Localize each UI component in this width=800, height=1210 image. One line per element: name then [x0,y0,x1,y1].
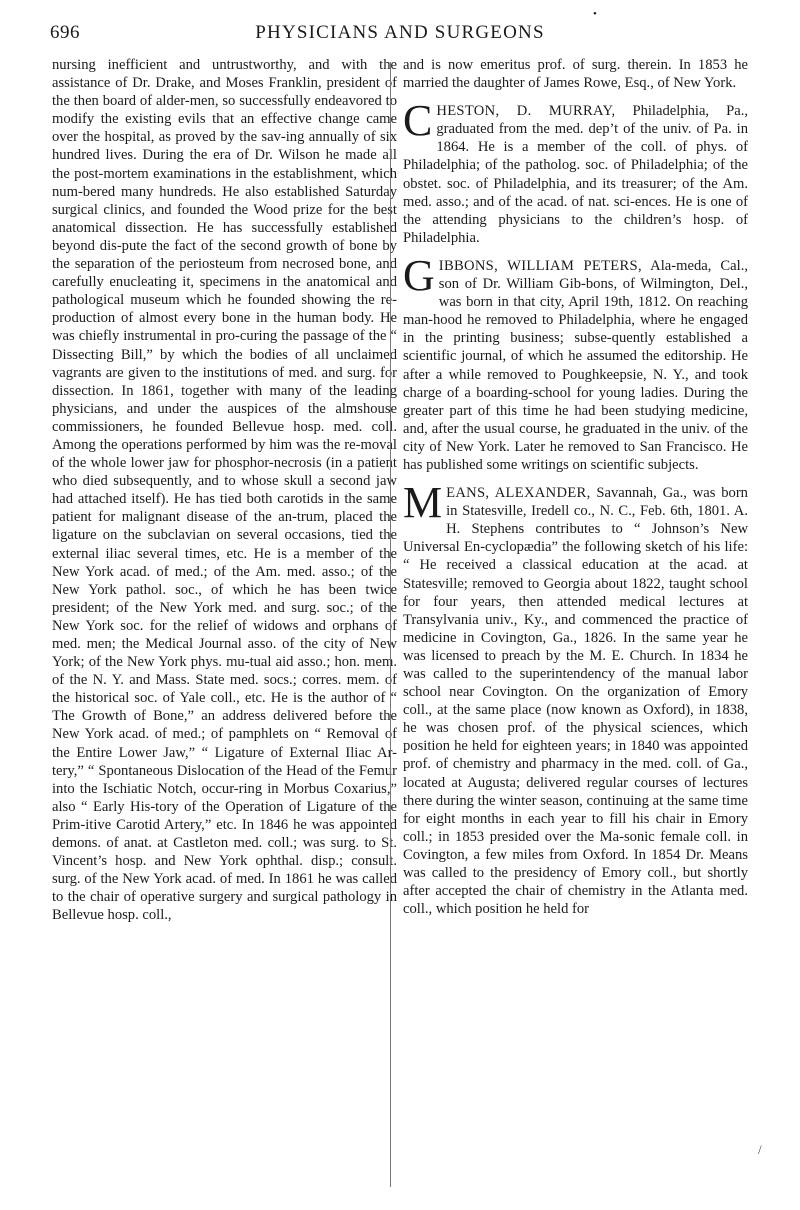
entry-text: Savannah, Ga., was born in Statesville, Iredell co., N. C., Feb. 6th, 1801. A. H. Stephens contributes to “ Johnson’s New Universal En-cyclopædia” the following sketch of his life: “ He received a classical education at the acad. at Statesville; removed to Georgia about 1822, taught school for four years, then attended medical lectures at Transylvania univ., Ky., and commenced the practice of medicine in Covington, Ga., 1826. In the same year he was licensed to preach by the M. E. Church. In 1834 he was called to the superintendency of the manual labor school near Covington. On the organization of Emory coll., at the same place (now known as Oxford), in 1838, he was chosen prof. of the physical sciences, which position he held for eighteen years; in 1840 was appointed prof. of chemistry and pharmacy in the med. coll. of Ga., located at Augusta; delivered regular courses of lectures there during the winter season, continuing at the same time for eight months in each year to fill his chair in Emory coll.; in 1853 presided over the Ma-sonic female coll. in Covington, a few miles from Oxford. In 1854 Dr. Means was called to the presidency of Emory coll., but shortly after accepted the chair of chemistry in the Atlanta med. coll., which position he held for [403,485,748,918]
biography-entry-cheston [403,96,748,247]
entry-text: Philadelphia, Pa., graduated from the med. dep’t of the univ. of Pa. in 1864. He is a member of the coll. of phys. of Philadelphia; of the patholog. soc. of Philadelphia; of the obstet. soc. of Philadelphia, and its treasurer; of the Am. med. asso.; and of the acad. of nat. sci-ences. He is one of the attending physicians to the children’s hosp. of Philadelphia. [403,103,748,246]
entry-text: Ala-meda, Cal., son of Dr. William Gib-bons, of Wilmington, Del., was born in that city, April 19th, 1812. On reaching man-hood he removed to Philadelphia, where he engaged in the printing business; subse-quently established a scientific journal, of which he assumed the editorship. He after a while removed to Poughkeepsie, N. Y., and took charge of a boarding-school for young ladies. During the greater part of this time he had been studying medicine, and, after the usual course, he graduated in the univ. of the city of New York. Later he removed to San Francisco. He has published some writings on scientific subjects. [403,257,748,473]
drop-cap-initial: C [403,96,433,146]
biography-entry-gibbons [403,250,748,474]
entry-name: IBBONS, WILLIAM PETERS, [438,257,642,274]
running-head: PHYSICIANS AND SURGEONS [255,22,545,43]
entry-continuation-text: nursing inefficient and untrustworthy, and with the assistance of Dr. Drake, and Moses Franklin, president of the then board of alder-men, so successfully endeavored to modify the existing evils that an effective change came over the hospital, as proved by the sav-ing annually of six hundred lives. During the era of Dr. Wilson he made all the post-mortem examinations in the establishment, which num-bered many hundreds. He also established Saturday surgical clinics, and founded the Wood prize for the best anatomical dissection. He has successfully established beyond dis-pute the fact of the second growth of bone by the separation of the periosteum from necrosed bone, and carefully enucleating it, specimens in the anatomical and pathological museum which he founded showing the re-production of almost every bone in the human body. He was chiefly instrumental in pro-curing the passage of the “ Dissecting Bill,” by which the bodies of all unclaimed vagrants are given to the institutions of med. and surg. for dissection. In 1861, together with many of the leading physicians, and under the auspices of the almshouse commissioners, he founded Bellevue hosp. med. coll. Among the operations performed by him was the re-moval of the whole lower jaw for phosphor-necrosis (in a patient who died subsequently, and to whose skull a second jaw had attached itself). He has tied both carotids in the same patient for malignant disease of the an-trum, placed the ligature on the subclavian on several occasions, tied the external iliac several times, etc. He is a member of the New York acad. of med.; of the Am. med. asso.; of the New York pathol. soc., of which he has been twice president; of the New York med. and surg. soc.; of the New York soc. for the relief of widows and orphans of med. men; the Medical Journal asso. of the city of New York; of the New York phys. mu-tual aid asso.; hon. mem. of the N. Y. and Mass. State med. socs.; corres. mem. of the historical soc. of Yale coll., etc. He is the author of “ The Growth of Bone,” an address delivered before the New York acad. of med.; of pamphlets on “ Removal of the Entire Lower Jaw,” “ Ligature of External Iliac Ar-tery,” “ Spontaneous Dislocation of the Head of the Femur into the Ischiatic Notch, occur-ring in Morbus Coxarius,” also “ Early His-tory of the Operation of Ligature of the Prim-itive Carotid Artery,” etc. In 1846 he was appointed demons. of anat. at Castleton med. coll.; was surg. to St. Vincent’s hosp. and New York ophthal. disp.; consult. surg. of the New York acad. of med. In 1861 he was called to the chair of operative surgery and surgical pathology in Bellevue hosp. coll., [52,57,397,924]
page-header [50,8,750,52]
entry-name: EANS, ALEXANDER, [446,485,591,502]
left-column [52,56,397,925]
drop-cap-initial: G [403,250,435,300]
printer-mark: • [593,8,597,20]
page-number: 696 [50,22,80,43]
column-divider [390,62,391,1187]
entry-name: HESTON, D. MURRAY, [436,103,616,120]
entry-continuation-text: and is now emeritus prof. of surg. therein. In 1853 he married the daughter of James Rowe, Esq., of New York. [403,57,748,92]
right-column [403,56,748,918]
biography-entry-means [403,478,748,918]
stray-mark: / [758,1142,762,1157]
drop-cap-initial: M [403,478,443,528]
